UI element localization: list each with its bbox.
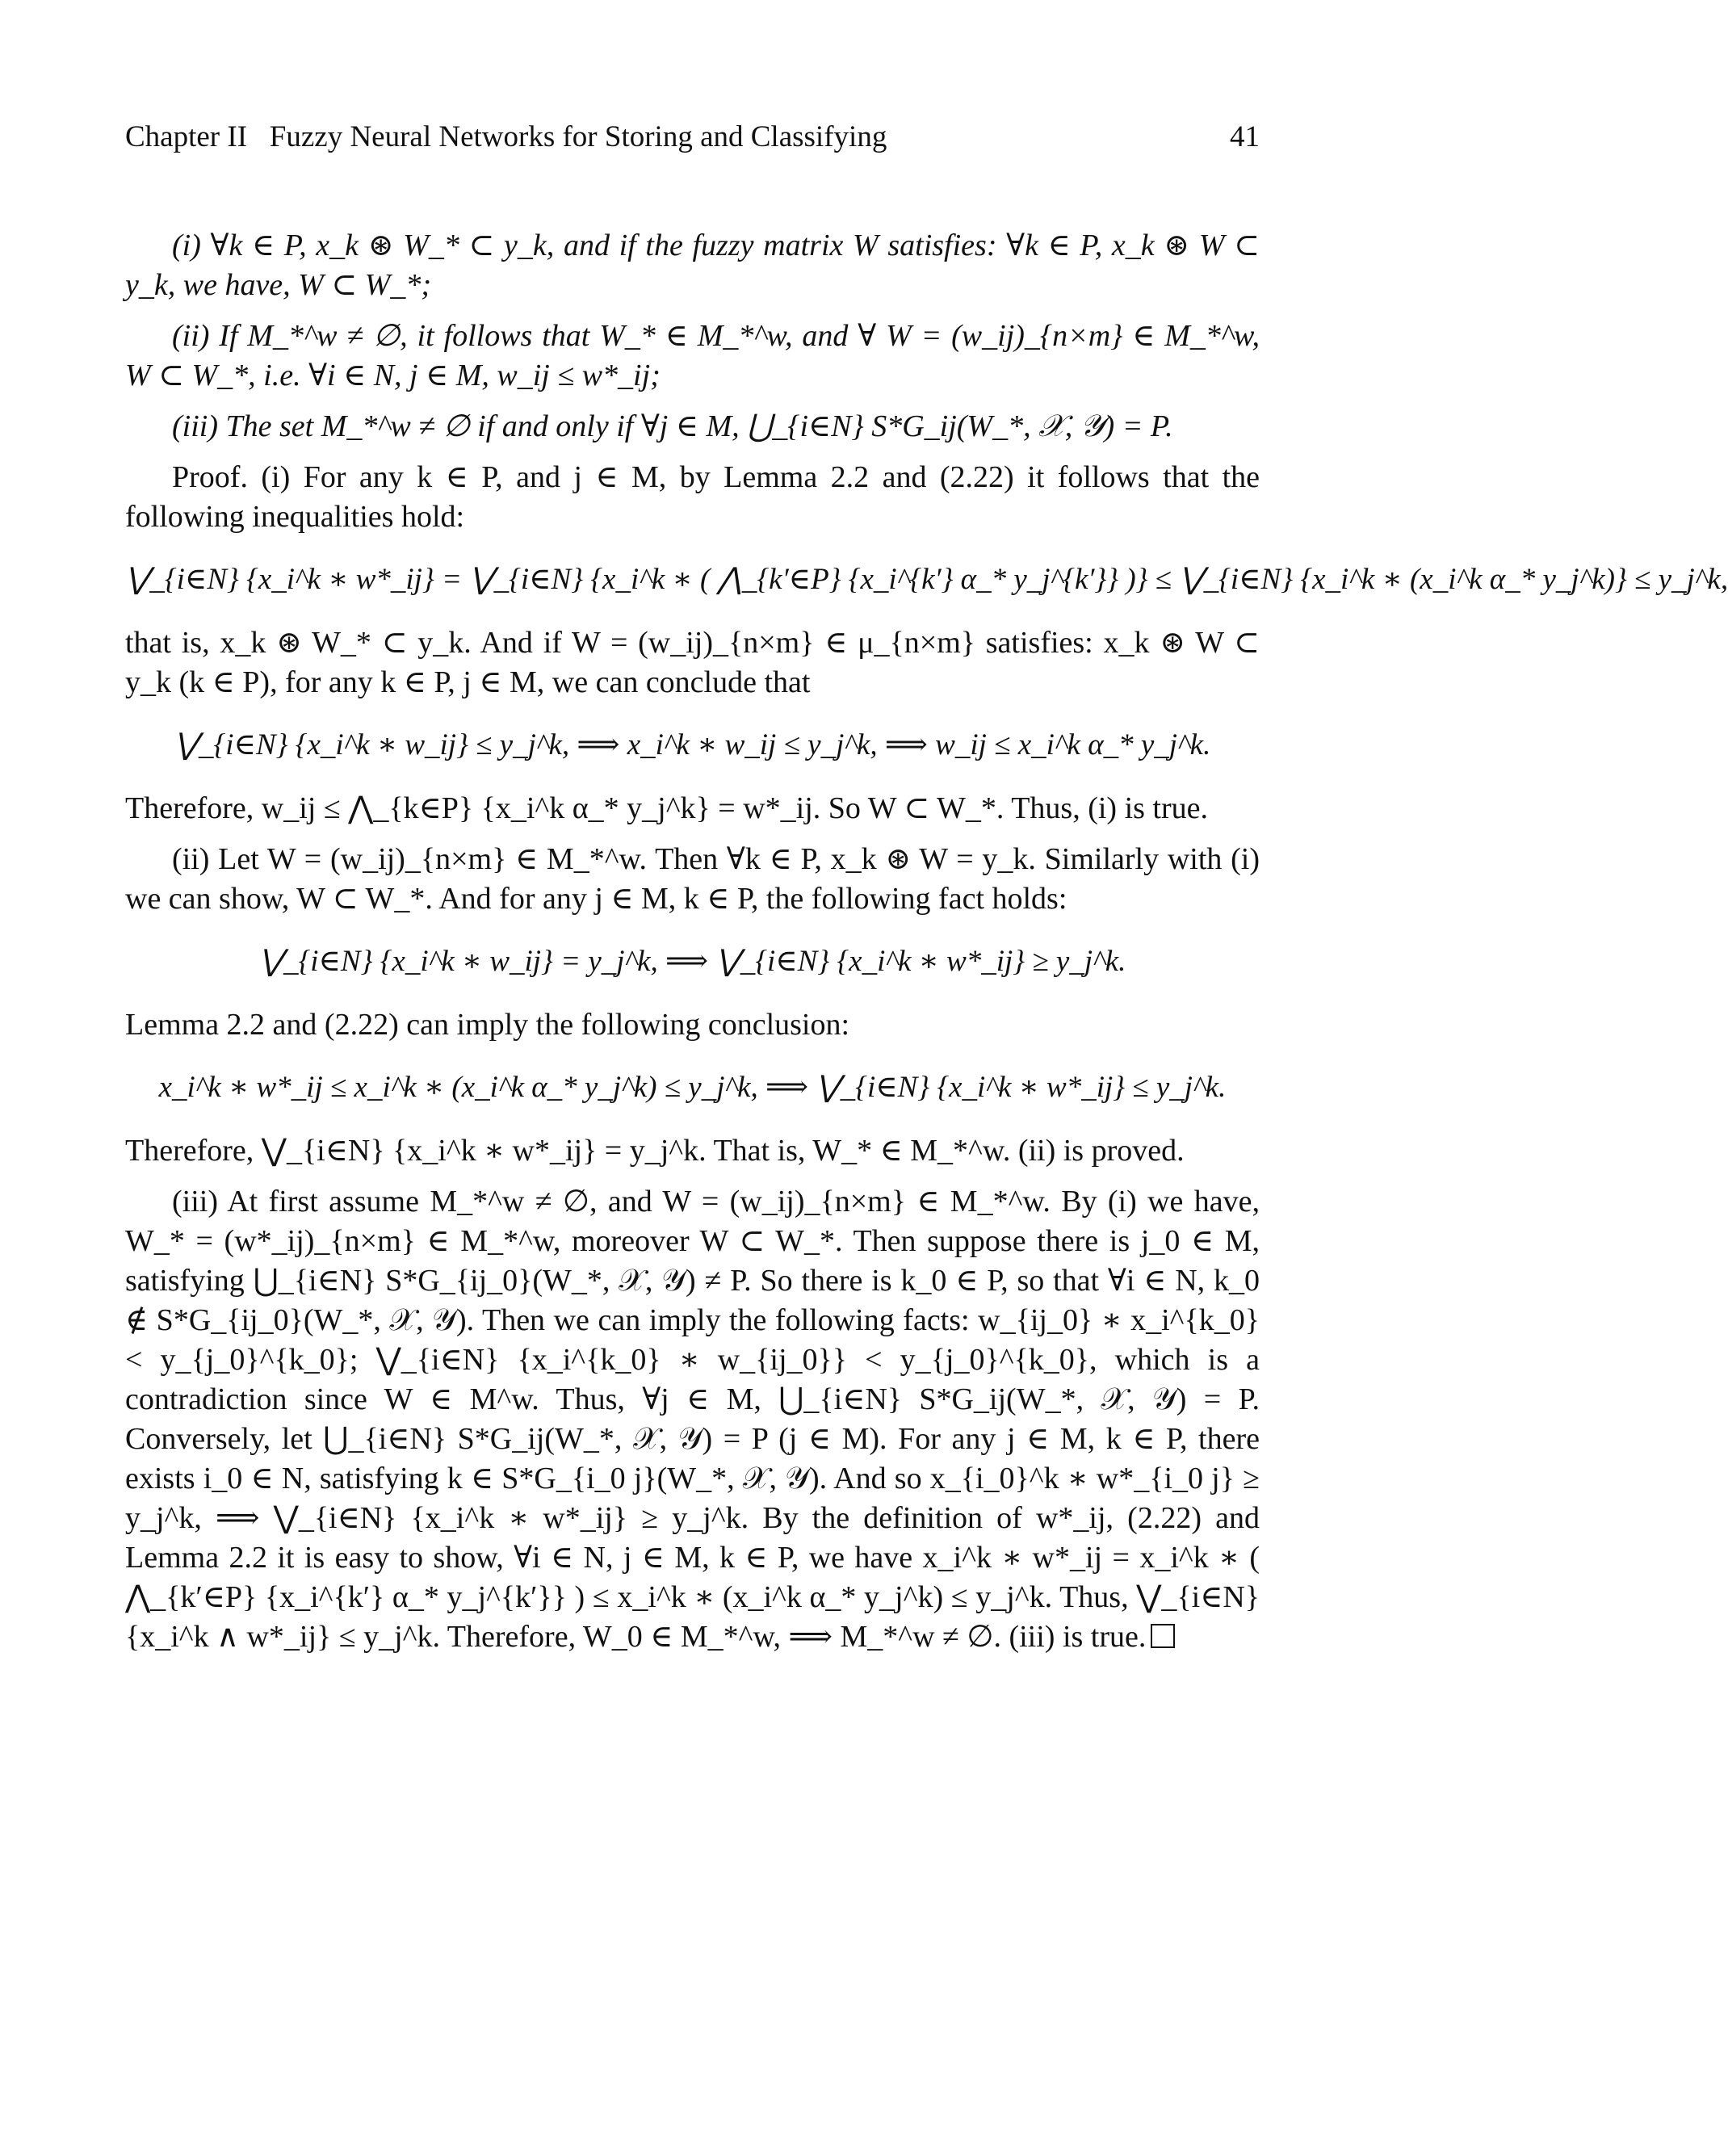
proof-paragraph-5: Lemma 2.2 and (2.22) can imply the following conclusion:: [125, 1008, 850, 1042]
chapter-title: Fuzzy Neural Networks for Storing and Classifying: [269, 120, 887, 153]
proof-paragraph-6: Therefore, ⋁_{i∈N} {x_i^k ∗ w*_ij} = y_j^k. That is, W_* ∈ M_*^w. (ii) is proved.: [125, 1134, 1185, 1168]
proof-paragraph-7: [125, 1182, 1260, 1657]
proof-paragraph-4: (ii) Let W = (w_ij)_{n×m} ∈ M_*^w. Then ∀k ∈ P, x_k ⊛ W = y_k. Similarly with (i) we can show, W ⊂ W_*. And for any j ∈ M, k ∈ P, the following fact holds:: [125, 842, 1260, 916]
page-body: [125, 226, 1728, 1668]
running-header: [125, 120, 1260, 154]
theorem-item-ii: (ii) If M_*^w ≠ ∅, it follows that W_* ∈ M_*^w, and ∀ W = (w_ij)_{n×m} ∈ M_*^w, W ⊂ W_*, i.e. ∀i ∈ N, j ∈ M, w_ij ≤ w*_ij;: [125, 319, 1260, 392]
equation-3: ⋁_{i∈N} {x_i^k ∗ w_ij} = y_j^k, ⟹ ⋁_{i∈N} {x_i^k ∗ w*_ij} ≥ y_j^k.: [258, 945, 1126, 978]
equation-2: ⋁_{i∈N} {x_i^k ∗ w_ij} ≤ y_j^k, ⟹ x_i^k ∗ w_ij ≤ y_j^k, ⟹ w_ij ≤ x_i^k α_* y_j^k.: [174, 728, 1211, 761]
proof-paragraph-7-text: (iii) At first assume M_*^w ≠ ∅, and W = (w_ij)_{n×m} ∈ M_*^w. By (i) we have, W_* = (w*_ij)_{n×m} ∈ M_*^w, moreover W ⊂ W_*. Then suppose there is j_0 ∈ M, satisfying ⋃_{i∈N} S*G_{ij_0}(W_*, 𝒳, 𝒴) ≠ P. So there is k_0 ∈ P, so that ∀i ∈ N, k_0 ∉ S*G_{ij_0}(W_*, 𝒳, 𝒴). Then we can imply the following facts: w_{ij_0} ∗ x_i^{k_0} < y_{j_0}^{k_0}; ⋁_{i∈N} {x_i^{k_0} ∗ w_{ij_0}} < y_{j_0}^{k_0}, which is a contradiction since W ∈ M^w. Thus, ∀j ∈ M, ⋃_{i∈N} S*G_ij(W_*, 𝒳, 𝒴) = P. Conversely, let ⋃_{i∈N} S*G_ij(W_*, 𝒳, 𝒴) = P (j ∈ M). For any j ∈ M, k ∈ P, there exists i_0 ∈ N, satisfying k ∈ S*G_{i_0 j}(W_*, 𝒳, 𝒴). And so x_{i_0}^k ∗ w*_{i_0 j} ≥ y_j^k, ⟹ ⋁_{i∈N} {x_i^k ∗ w*_ij} ≥ y_j^k. By the definition of w*_ij, (2.22) and Lemma 2.2 it is easy to show, ∀i ∈ N, j ∈ M, k ∈ P, we have x_i^k ∗ w*_ij = x_i^k ∗ ( ⋀_{k′∈P} {x_i^{k′} α_* y_j^{k′}} ) ≤ x_i^k ∗ (x_i^k α_* y_j^k) ≤ y_j^k. Thus, ⋁_{i∈N} {x_i^k ∧ w*_ij} ≤ y_j^k. Therefore, W_0 ∈ M_*^w, ⟹ M_*^w ≠ ∅. (iii) is true.: [125, 1185, 1260, 1654]
equation-1: ⋁_{i∈N} {x_i^k ∗ w*_ij} = ⋁_{i∈N} {x_i^k ∗ ( ⋀_{k′∈P} {x_i^{k′} α_* y_j^{k′}} )} ≤ ⋁_{i∈N} {x_i^k ∗ (x_i^k α_* y_j^k)} ≤ y_j^k,: [125, 563, 1728, 596]
theorem-item-iii: (iii) The set M_*^w ≠ ∅ if and only if ∀j ∈ M, ⋃_{i∈N} S*G_ij(W_*, 𝒳, 𝒴) = P.: [172, 409, 1173, 443]
equation-4: x_i^k ∗ w*_ij ≤ x_i^k ∗ (x_i^k α_* y_j^k) ≤ y_j^k, ⟹ ⋁_{i∈N} {x_i^k ∗ w*_ij} ≤ y_j^k.: [158, 1071, 1227, 1104]
theorem-item-i: (i) ∀k ∈ P, x_k ⊛ W_* ⊂ y_k, and if the fuzzy matrix W satisfies: ∀k ∈ P, x_k ⊛ W ⊂ y_k, we have, W ⊂ W_*;: [125, 229, 1260, 302]
page: [125, 0, 1728, 2156]
qed-square-icon: [1151, 1624, 1175, 1648]
page-number: 41: [1230, 120, 1260, 153]
proof-paragraph-3: Therefore, w_ij ≤ ⋀_{k∈P} {x_i^k α_* y_j^k} = w*_ij. So W ⊂ W_*. Thus, (i) is true.: [125, 791, 1209, 825]
chapter-label: Chapter II: [125, 120, 248, 153]
proof-paragraph-2: that is, x_k ⊛ W_* ⊂ y_k. And if W = (w_ij)_{n×m} ∈ μ_{n×m} satisfies: x_k ⊛ W ⊂ y_k (k ∈ P), for any k ∈ P, j ∈ M, we can conclude that: [125, 626, 1260, 699]
proof-paragraph-1: Proof. (i) For any k ∈ P, and j ∈ M, by Lemma 2.2 and (2.22) it follows that the following inequalities hold:: [125, 460, 1260, 534]
